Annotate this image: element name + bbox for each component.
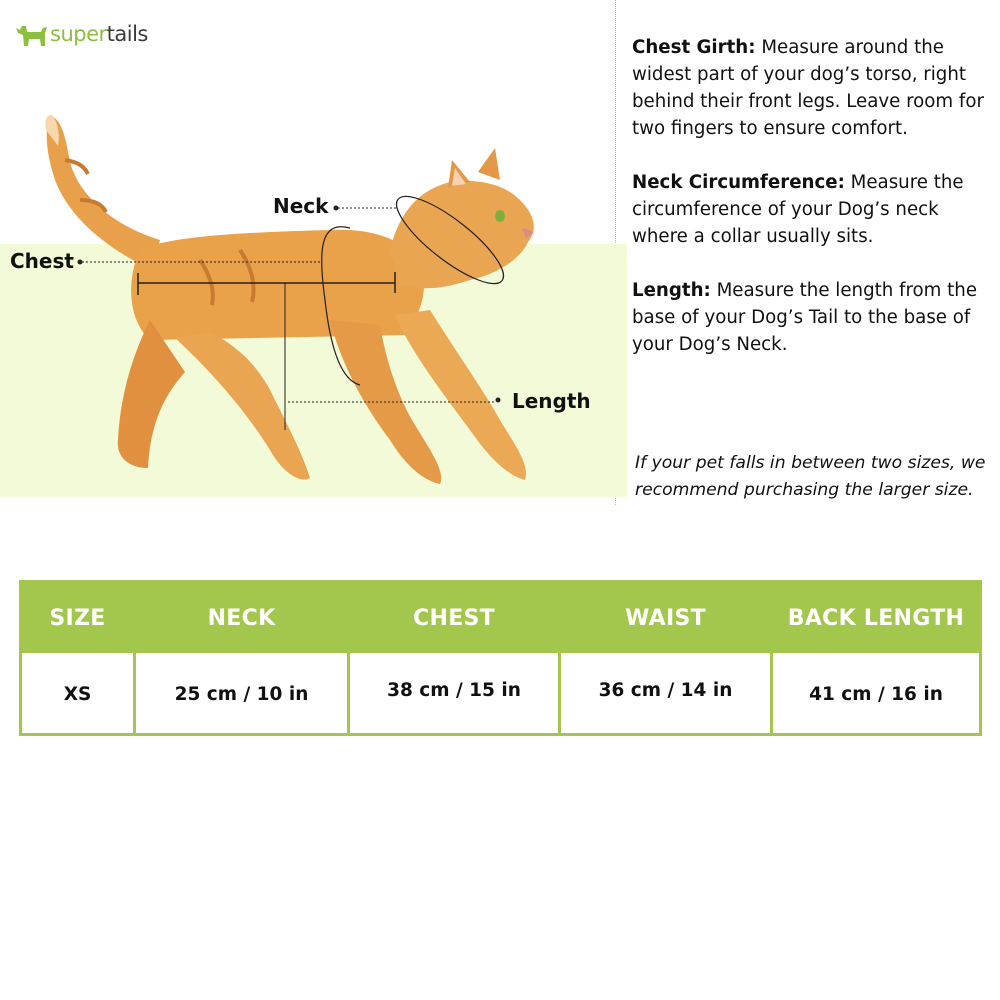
measurement-instructions: [632, 34, 992, 385]
header-neck: NECK: [207, 605, 276, 631]
supertails-logo: [14, 18, 148, 50]
length-label: Length: [512, 389, 591, 413]
logo-wordmark: supertails: [50, 21, 148, 46]
length-instruction: Length: Measure the length from the base of your Dog’s Tail to the base of your Dog’s Neck.: [632, 280, 978, 355]
size-table: [19, 580, 982, 736]
cell-chest: 38 cm / 15 in: [387, 679, 521, 701]
chest-girth-instruction: Chest Girth: Measure around the widest part of your dog’s torso, right behind their front legs. Leave room for two fingers to ensure comfort.: [632, 37, 984, 139]
header-back-length: BACK LENGTH: [787, 605, 965, 631]
measurement-diagram: [0, 100, 630, 500]
cell-neck: 25 cm / 10 in: [174, 683, 309, 705]
cell-back-length: 41 cm / 16 in: [809, 683, 943, 705]
header-chest: CHEST: [413, 605, 495, 631]
header-waist: WAIST: [625, 605, 706, 631]
cell-size: XS: [63, 683, 92, 705]
cell-waist: 36 cm / 14 in: [598, 679, 733, 701]
neck-instruction: Neck Circumference: Measure the circumference of your Dog’s neck where a collar usually sits.: [632, 172, 964, 247]
dog-logo-icon: [14, 18, 48, 50]
sizing-note: If your pet falls in between two sizes, we recommend purchasing the larger size.: [635, 453, 986, 500]
header-size: SIZE: [49, 605, 106, 631]
neck-label: Neck: [273, 194, 329, 218]
chest-label: Chest: [10, 249, 74, 273]
